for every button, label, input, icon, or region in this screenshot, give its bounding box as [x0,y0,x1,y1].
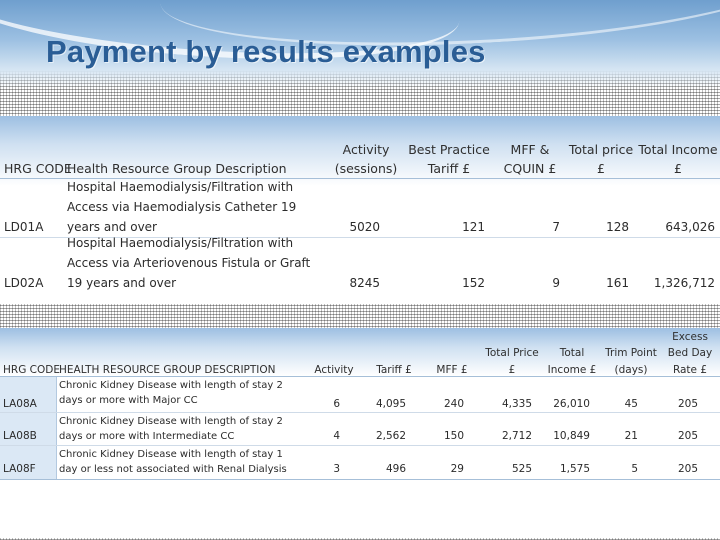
ckd-tariff-table [0,328,720,538]
header-total-income: Total [559,347,585,359]
header-total-price: Total price [568,142,634,157]
table-bottom-border [0,479,720,480]
row-excess-rate: 205 [677,430,698,442]
row-excess-rate: 205 [677,398,698,410]
header-total-price-unit: £ [597,161,605,176]
row-total-income: 643,026 [665,220,715,234]
row-total-price: 128 [606,220,629,234]
header-divider [0,178,720,179]
header-total-price-unit: £ [508,364,516,376]
row-description-line: Chronic Kidney Disease with length of stay 2 [59,416,283,427]
header-mff: MFF & [510,142,550,157]
row-total-price: 525 [511,463,532,475]
row-description-line: Hospital Haemodialysis/Filtration with [67,236,294,250]
row-description-line: Hospital Haemodialysis/Filtration with [67,180,294,194]
row-total-price: 2,712 [501,430,532,442]
row-description-line: days or more with Intermediate CC [59,431,235,442]
header-activity: Activity [314,364,354,376]
row-trim-point: 5 [631,463,638,475]
row-total-income: 26,010 [553,398,590,410]
row-activity: 5020 [349,220,380,234]
row-description-line: Chronic Kidney Disease with length of stay 2 [59,380,283,391]
header-trim-point-unit: (days) [614,364,648,376]
row-description-line: Access via Haemodialysis Catheter 19 [67,200,297,214]
header-tariff-unit: Tariff £ [427,161,471,176]
row-divider [0,445,720,446]
row-total-income: 1,575 [559,463,590,475]
row-description-line: 19 years and over [67,276,177,290]
row-description-line: days or more with Major CC [59,395,198,406]
row-description-line: Chronic Kidney Disease with length of stay 1 [59,449,283,460]
header-tariff: Best Practice [408,142,490,157]
title-band [0,0,720,88]
row-code: LD01A [4,220,44,234]
header-excess-unit: Rate £ [672,364,708,376]
row-activity: 3 [333,463,340,475]
row-tariff: 496 [385,463,406,475]
row-mff: 29 [450,463,464,475]
header-tariff: Tariff £ [376,364,412,376]
header-excess-mid: Bed Day [667,347,713,359]
row-code: LD02A [4,276,44,290]
header-total-income-unit: £ [674,161,682,176]
row-tariff: 121 [462,220,485,234]
header-description: Health Resource Group Description [67,161,287,176]
header-mff-unit: CQUIN £ [503,161,557,176]
row-mff: 9 [552,276,560,290]
row-tariff: 2,562 [375,430,406,442]
row-excess-rate: 205 [677,463,698,475]
header-divider [0,376,720,377]
header-trim-point: Trim Point [605,347,657,359]
row-total-income: 10,849 [553,430,590,442]
row-tariff: 4,095 [375,398,406,410]
header-total-price: Total Price [485,347,539,359]
row-code: LA08A [3,398,37,410]
row-mff: 240 [443,398,464,410]
header-activity-unit: (sessions) [334,161,398,176]
header-total-income-unit: Income £ [547,364,597,376]
row-activity: 6 [333,398,340,410]
header-description: HEALTH RESOURCE GROUP DESCRIPTION [59,364,276,376]
row-description-line: Access via Arteriovenous Fistula or Graft [67,256,311,270]
row-total-price: 161 [606,276,629,290]
row-code: LA08F [3,463,36,475]
header-hrg-code: HRG CODE [4,161,72,176]
row-trim-point: 21 [624,430,638,442]
header-total-income: Total Income [638,142,718,157]
row-divider [0,412,720,413]
row-activity: 4 [333,430,340,442]
header-activity: Activity [342,142,390,157]
row-code: LA08B [3,430,37,442]
row-description-line: years and over [67,220,157,234]
header-mff: MFF £ [436,364,468,376]
row-trim-point: 45 [624,398,638,410]
row-description-line: day or less not associated with Renal Dialysis [59,464,287,475]
header-excess: Excess [672,331,708,343]
row-activity: 8245 [349,276,380,290]
page-title: Payment by results examples [46,34,486,69]
header-hrg-code: HRG CODE [3,364,60,376]
row-mff: 150 [443,430,464,442]
row-total-price: 4,335 [501,398,532,410]
row-tariff: 152 [462,276,485,290]
row-total-income: 1,326,712 [653,276,715,290]
row-mff: 7 [552,220,560,234]
dialysis-tariff-table [0,116,720,304]
